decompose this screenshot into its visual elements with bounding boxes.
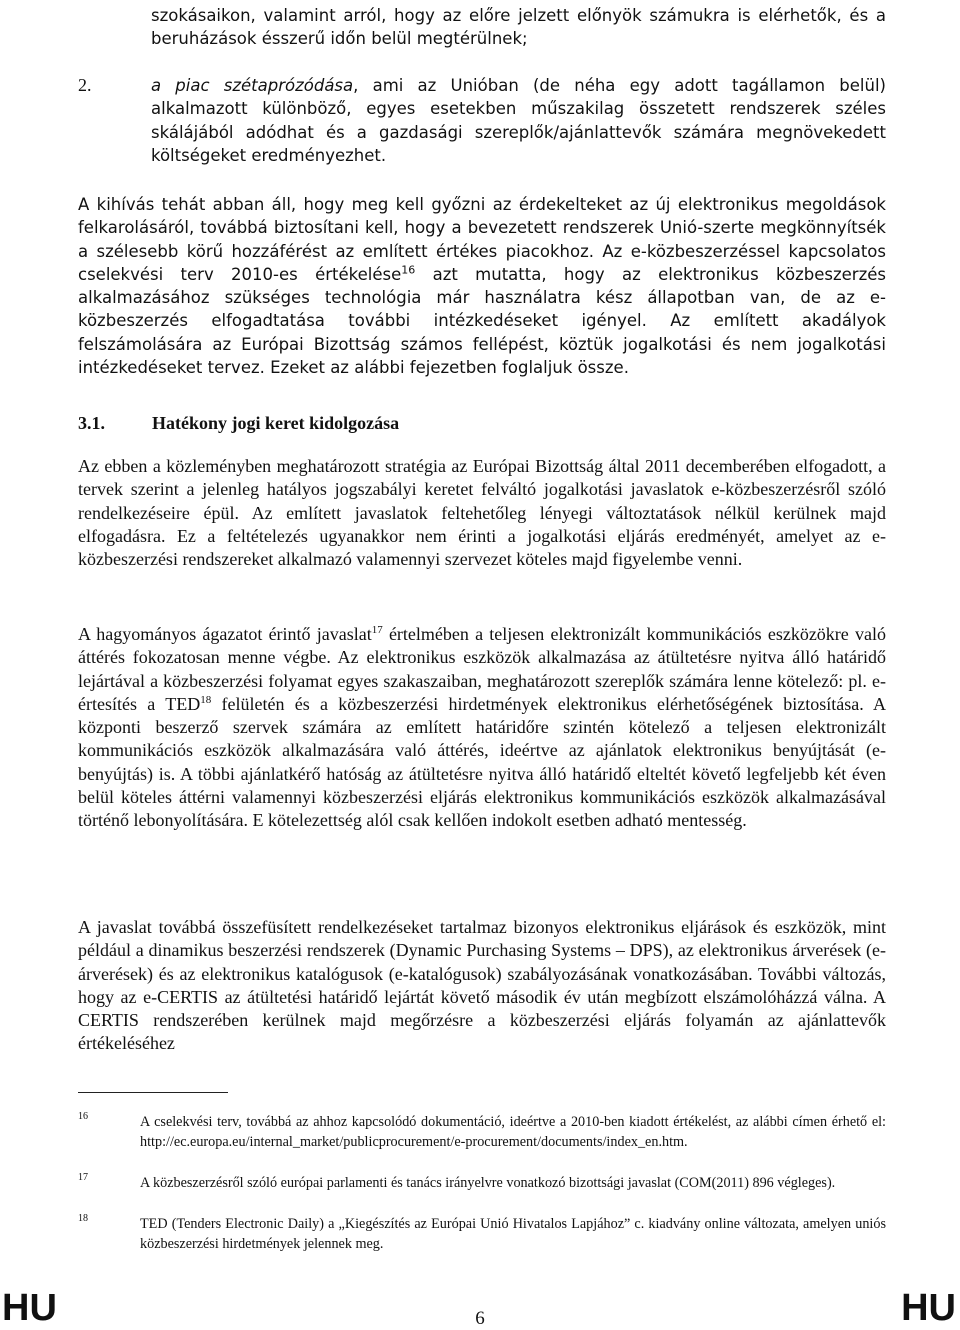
- footnote-number: 17: [78, 1172, 88, 1183]
- footer-language-left: HU: [2, 1287, 57, 1329]
- section-heading: [78, 412, 399, 435]
- list-item-2: [151, 74, 886, 167]
- paragraph-text: értelmében a teljesen elektronizált kommunikációs eszközökre való áttérés fokozatosan menne végbe. Az elektronikus eszközök alkalmazása az átültetésre nyitva álló határidő lejártával a közbeszerzési folyamat egyes szakaszaiban, meghatározott szereplők számára lenne kötelező: pl. e-értesítés a TED: [78, 624, 886, 714]
- section-title: Hatékony jogi keret kidolgozása: [152, 413, 400, 433]
- footnote-separator: [78, 1092, 228, 1093]
- footnote-ref-17: 17: [371, 624, 383, 636]
- paragraph-text: A kihívás tehát abban áll, hogy meg kell győzni az érdekelteket az új elektronikus megoldások felkarolásáról, továbbá biztosítani kell, hogy a bevezetett rendszerek Unió-szerte megkönnyítsék a szélesebb körű hozzáférést az említett értékes piacokhoz. Az e-közbeszerzéssel kapcsolatos cselekvési terv 2010-es értékelése: [78, 195, 886, 284]
- page-number: 6: [475, 1308, 485, 1329]
- paragraph-consolidated: A javaslat továbbá összefüsített rendelkezéseket tartalmaz bizonyos elektronikus eljárások és eszközök, mint például a dinamikus beszerzési rendszerek (Dynamic Purchasing Systems – DPS), az elektronikus árverések (e-árverések) és az elektronikus katalógusok (e-katalógusok) szabályozásának vonatkozásában. További változás, hogy az e-CERTIS az átültetési határidő lejártát követő második év után megbízott elszámolóházzá válna. A CERTIS rendszerében kerülnek majd megőrzésre a közbeszerzési eljárás folyamán az ajánlattevők értékeléséhez: [78, 917, 886, 1054]
- footnote-text: TED (Tenders Electronic Daily) a „Kiegészítés az Európai Unió Hivatalos Lapjához” c. kiadvány online változata, amelyen uniós közbeszerzési hirdetmények jelennek meg.: [140, 1216, 886, 1253]
- footnote-text: A közbeszerzésről szóló európai parlamenti és tanács irányelvre vonatkozó bizottsági javaslat (COM(2011) 896 végleges).: [140, 1175, 836, 1191]
- footnote-ref-18: 18: [200, 693, 212, 706]
- paragraph-proposal: [78, 623, 886, 833]
- list-item-2-text: , ami az Unióban (de néha egy adott tagállamon belül) alkalmazott különböző, egyes esetekben műszakilag összetett rendszerek széles skálájából adódhat és a gazdasági szereplők/ajánlattevők számára megnövekedett költségeket eredményezhet.: [151, 76, 886, 165]
- paragraph-text: A hagyományos ágazatot érintő javaslat: [78, 624, 372, 644]
- footnote-16: [78, 1112, 886, 1153]
- footnote-number: 18: [78, 1213, 88, 1224]
- paragraph-text: felületén és a közbeszerzési hirdetmények elektronikus elérhetőségének biztosítása. A központi beszerző szervek számára az említett határidőre szintén kötelező a teljesen elektronizált kommunikációs eszközök alkalmazására való áttérés, ideértve az ajánlatok elektronikus benyújtását (e-benyújtás) is. A többi ajánlatkérő hatóság az átültetésre nyitva álló határidő elteltét követő legfeljebb két éven belül köteles áttérni valamennyi közbeszerzési eljárás elektronikus kommunikációs eszközök alkalmazásával történő lebonyolítására. E kötelezettség alól csak kellően indokolt esetben adható mentesség.: [78, 693, 886, 831]
- footnote-18: [78, 1214, 886, 1255]
- section-number: 3.1.: [78, 413, 105, 433]
- footnote-number: 16: [78, 1111, 88, 1122]
- list-item-1-tail: szokásaikon, valamint arról, hogy az előre jelzett előnyök számukra is elérhetők, és a beruházások ésszerű időn belül megtérülnek;: [151, 6, 886, 49]
- footnote-text: A cselekvési terv, továbbá az ahhoz kapcsolódó dokumentáció, ideértve a 2010-ben kiadott értékelést, az alábbi címen érhető el: http://ec.europa.eu/internal_market/publicprocurement/e-procurement/documents/index_en.htm.: [140, 1114, 886, 1151]
- paragraph-text: azt mutatta, hogy az elektronikus közbeszerzés alkalmazásához szükséges technológia már használatra kész állapotban van, de az e-közbeszerzés elfogadtatása további intézkedéseket igényel. Az említett akadályok felszámolására az Európai Bizottság számos fellépést, köztük jogalkotási és nem jogalkotási intézkedéseket tervez. Ezeket az alábbi fejezetben foglaljuk össze.: [78, 264, 887, 378]
- list-item-2-number: 2.: [78, 75, 92, 95]
- paragraph-strategy: Az ebben a közleményben meghatározott stratégia az Európai Bizottság által 2011 decemberében elfogadott, a tervek szerint a jelenleg hatályos jogszabályi keretet felváltó jogalkotási javaslatok e-közbeszerzésről szóló rendelkezéseire épül. Az említett javaslatok feltehetőleg lényegi változtatások nélkül kerülnek majd elfogadásra. Ez a feltételezés ugyanakkor nem érinti a jogalkotási eljárás eredményét, amelyet az e-közbeszerzési rendszereket alkalmazó valamennyi szervezet köteles majd figyelembe venni.: [78, 456, 886, 570]
- footnote-ref-16: 16: [401, 263, 416, 277]
- paragraph-challenge: [78, 193, 886, 379]
- list-item-2-italic: a piac szétaprózódása: [151, 76, 354, 95]
- footer-language-right: HU: [901, 1287, 956, 1329]
- footnote-17: [78, 1173, 886, 1193]
